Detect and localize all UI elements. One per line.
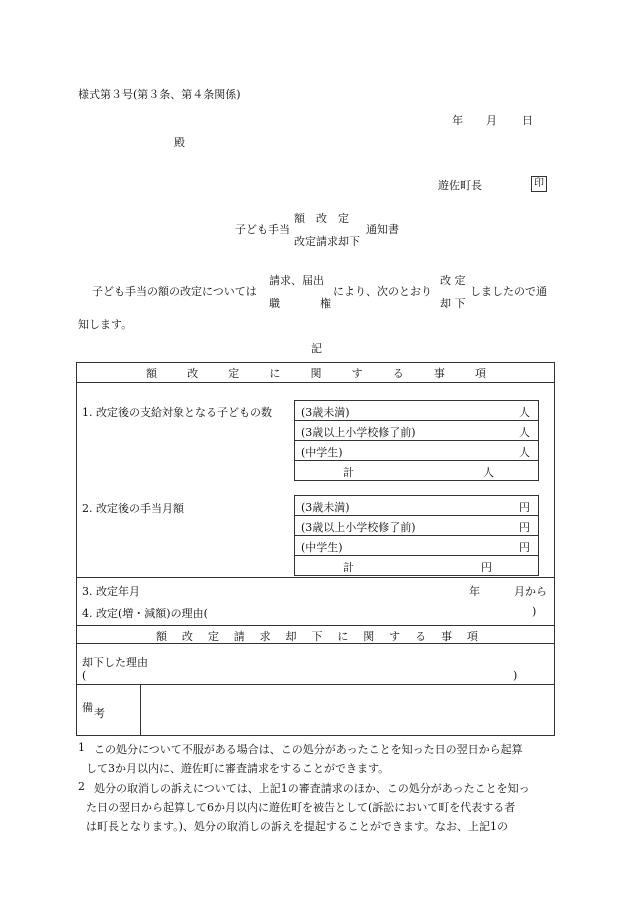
amount-box: [294, 495, 539, 576]
note-number: 2: [78, 780, 85, 793]
item3-month: 月から: [514, 585, 547, 598]
item4-close: ): [532, 605, 537, 618]
form-number: 様式第３号(第３条、第４条関係): [78, 88, 241, 101]
intro-part1: 子ども手当の額の改定については: [92, 285, 257, 298]
amount-row: (3歳未満) 円: [295, 496, 538, 516]
item3-year: 年: [469, 585, 480, 598]
children-row: (3歳以上小学校修了前) 人: [295, 421, 538, 441]
intro-part3: しましたので通: [470, 285, 547, 298]
rejection-reason-label: 却下した理由: [82, 656, 148, 669]
official-seal: 印: [531, 176, 547, 192]
note-number: 1: [78, 741, 85, 754]
title-suffix: 通知書: [366, 223, 399, 236]
section1-header: 額 改 定 に 関 す る 事 項: [146, 367, 486, 380]
item3-label: 3. 改定年月: [82, 585, 140, 598]
remarks-label-1: 備: [82, 701, 93, 714]
date-month: 月: [486, 114, 497, 127]
issuer-name: 遊佐町長: [438, 179, 482, 192]
note-line: は町長となります。)、処分の取消しの訴えを提起することができます。なお、上記1の: [86, 820, 509, 833]
intro-part2: により、次のとおり: [333, 285, 432, 298]
intro-action-bottom: 却 下: [440, 297, 466, 310]
children-count-box: [294, 400, 539, 481]
amount-row: (3歳以上小学校修了前) 円: [295, 516, 538, 536]
intro-reason-top: 請求、届出: [269, 274, 324, 287]
note-line: この処分について不服がある場合は、この処分があったことを知った日の翌日から起算: [94, 743, 523, 756]
rejection-reason-close: ): [513, 669, 518, 682]
item2-label: 2. 改定後の手当月額: [82, 502, 184, 515]
title-prefix: 子ども手当: [235, 223, 290, 236]
remarks-label-2: 考: [94, 707, 105, 720]
recipient-honorific: 殿: [174, 136, 185, 149]
note-line: た日の翌日から起算して6か月以内に遊佐町を被告として(訴訟において町を代表する者: [86, 801, 516, 814]
children-total-unit: 人: [483, 466, 494, 479]
children-row: (3歳未満) 人: [295, 401, 538, 421]
item4-label: 4. 改定(増・減額)の理由(: [82, 607, 208, 620]
item1-label: 1. 改定後の支給対象となる子どもの数: [82, 406, 272, 419]
note-line: 処分の取消しの訴えについては、上記1の審査請求のほか、この処分があったことを知っ: [94, 782, 530, 795]
rejection-reason-open: (: [82, 669, 87, 682]
date-year: 年: [452, 114, 463, 127]
note-line: して3か月以内に、遊佐町に審査請求をすることができます。: [86, 762, 390, 775]
ki-label: 記: [311, 342, 322, 355]
intro-line2: 知します。: [78, 318, 133, 331]
date-day: 日: [522, 114, 533, 127]
children-total-label: 計: [343, 466, 354, 479]
children-row: (中学生) 人: [295, 441, 538, 461]
section2-header: 額 改 定 請 求 却 下 に 関 す る 事 項: [156, 630, 478, 643]
amount-total-unit: 円: [481, 561, 492, 574]
intro-action-top: 改 定: [440, 274, 466, 287]
title-bottom: 改定請求却下: [294, 235, 360, 248]
intro-reason-bottom1: 職: [269, 297, 280, 310]
intro-reason-bottom2: 権: [320, 297, 331, 310]
amount-total-label: 計: [343, 561, 354, 574]
title-top: 額 改 定: [294, 212, 349, 225]
amount-row: (中学生) 円: [295, 536, 538, 556]
